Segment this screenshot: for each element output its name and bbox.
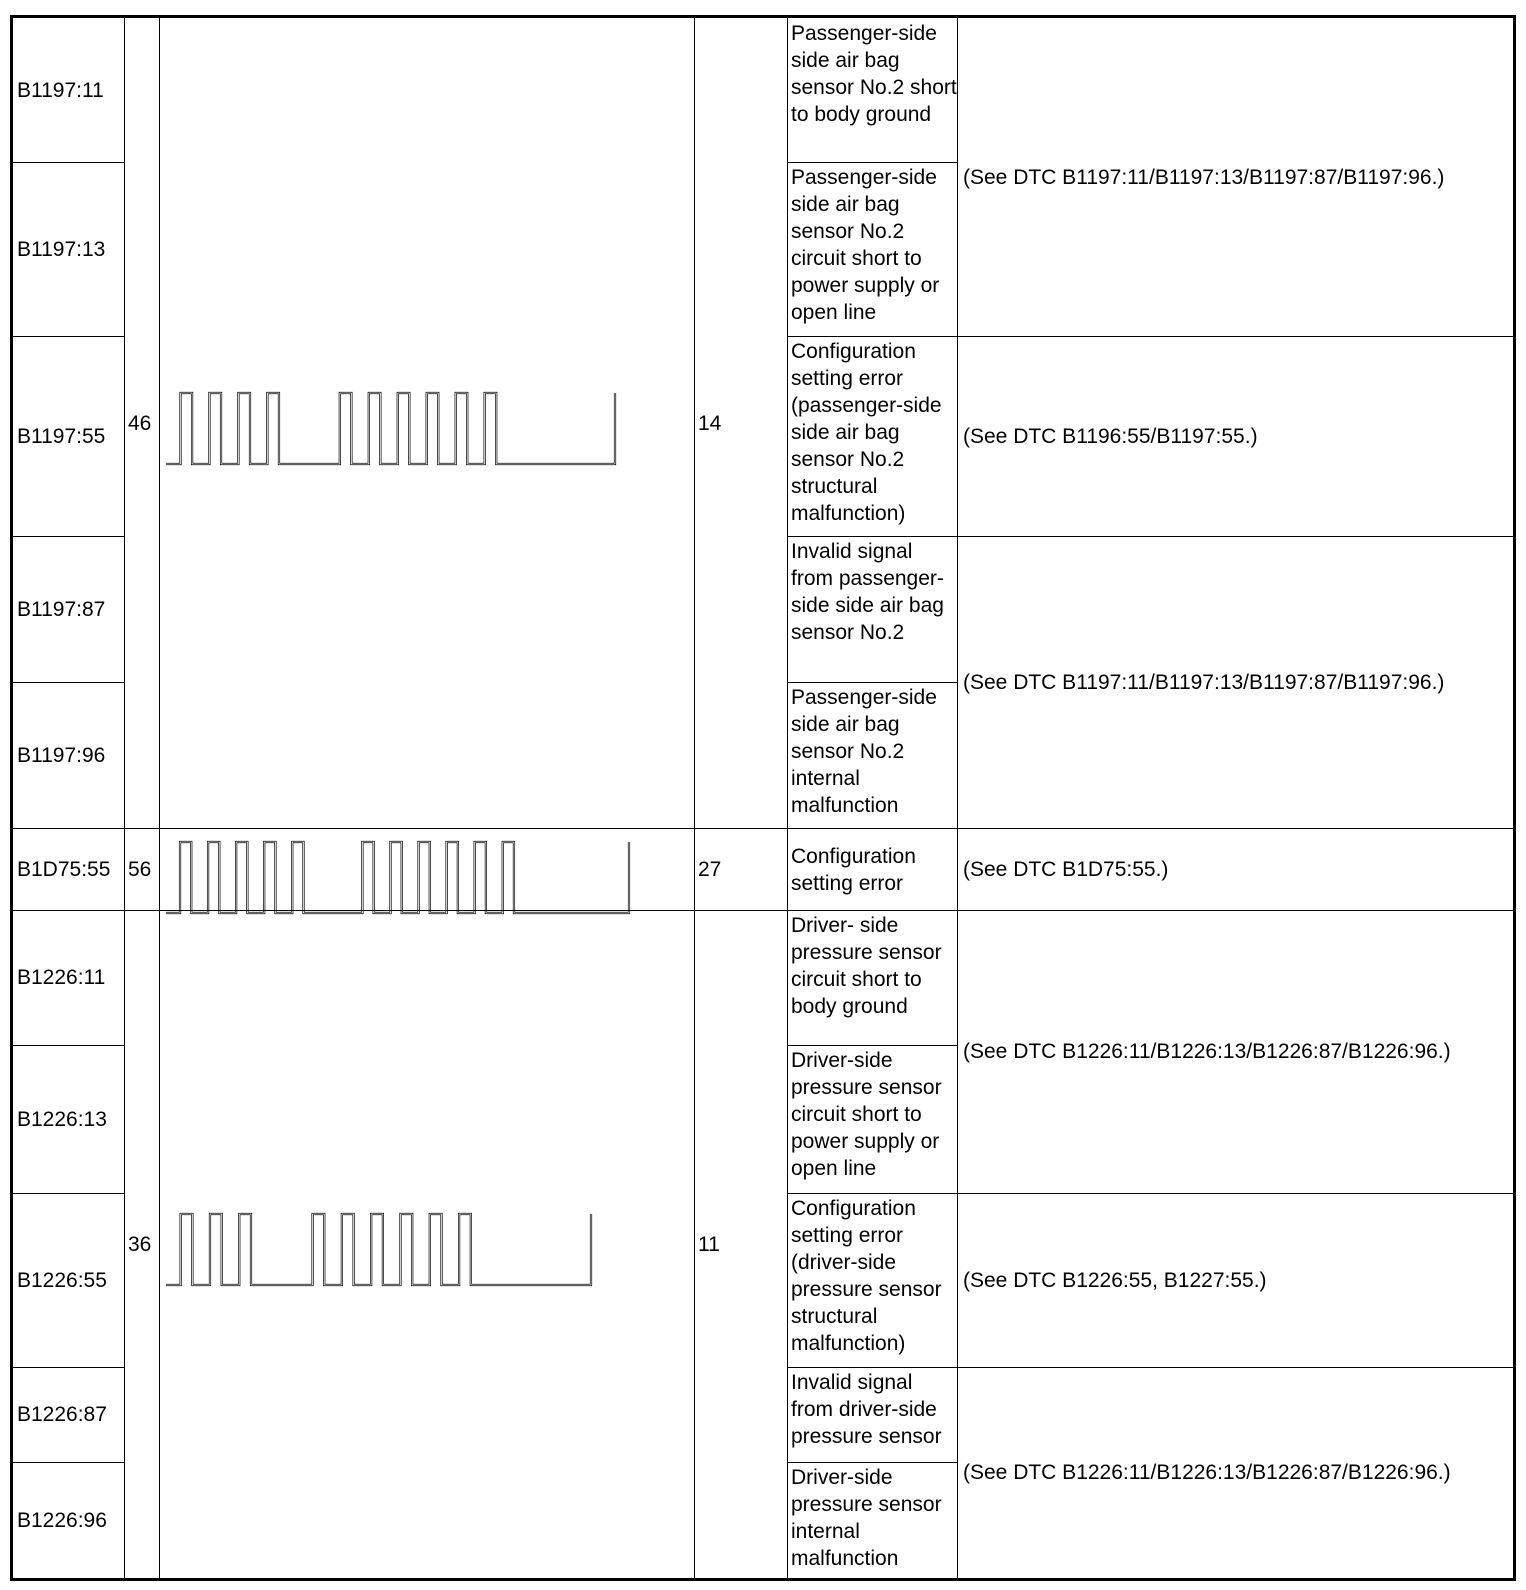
dtc-code-cell: B1197:55 (17, 424, 106, 448)
dtc-code-cell: B1D75:55 (17, 857, 111, 881)
reference-cell: (See DTC B1197:11/B1197:13/B1197:87/B1197:96.) (963, 670, 1445, 694)
dtc-code-cell: B1226:13 (17, 1107, 107, 1131)
dtc-code-cell: B1197:11 (17, 78, 104, 102)
dtc-description-cell: Passenger-side side air bag sensor No.2 circuit short to power supply or open line (791, 166, 940, 324)
dtc-description-cell: Driver-side pressure sensor internal malfunction (791, 1466, 942, 1570)
dtc-description-cell: Passenger-side side air bag sensor No.2 internal malfunction (791, 686, 937, 817)
table-border (10, 15, 1516, 1581)
blink-count-cell: 56 (128, 857, 152, 881)
dtc-description-cell: Invalid signal from passenger-side side air bag sensor No.2 (791, 540, 944, 644)
reference-cell: (See DTC B1226:11/B1226:13/B1226:87/B1226:96.) (963, 1040, 1451, 1063)
dtc-description-cell: Configuration setting error (driver-side pressure sensor structural malfunction) (791, 1197, 942, 1355)
reference-cell: (See DTC B1226:11/B1226:13/B1226:87/B1226:96.) (963, 1461, 1451, 1484)
dtc-description-cell: Configuration setting error (passenger-side side air bag sensor No.2 structural malfunction) (791, 340, 942, 525)
blink-count-cell: 36 (128, 1232, 152, 1256)
code-count-cell: 14 (698, 411, 722, 435)
dtc-code-cell: B1197:96 (17, 743, 106, 767)
dtc-code-cell: B1197:87 (17, 597, 106, 621)
reference-cell: (See DTC B1226:55, B1227:55.) (963, 1268, 1267, 1292)
dtc-description-cell: Driver-side pressure sensor circuit short to power supply or open line (791, 1049, 942, 1180)
reference-cell: (See DTC B1D75:55.) (963, 857, 1169, 881)
code-count-cell: 11 (698, 1232, 720, 1256)
dtc-description-cell: Passenger-side side air bag sensor No.2 short to body ground (791, 22, 957, 126)
blink-count-cell: 46 (128, 411, 152, 435)
dtc-code-cell: B1197:13 (17, 237, 106, 261)
dtc-description-cell: Driver- side pressure sensor circuit short to body ground (791, 914, 942, 1018)
reference-cell: (See DTC B1196:55/B1197:55.) (963, 424, 1258, 448)
dtc-description-cell: Configuration setting error (791, 845, 916, 895)
dtc-code-cell: B1226:55 (17, 1268, 107, 1292)
dtc-code-cell: B1226:11 (17, 966, 106, 989)
dtc-description-cell: Invalid signal from driver-side pressure sensor (791, 1371, 942, 1448)
dtc-code-cell: B1226:96 (17, 1508, 107, 1532)
code-count-cell: 27 (698, 857, 722, 881)
reference-cell: (See DTC B1197:11/B1197:13/B1197:87/B1197:96.) (963, 165, 1445, 189)
dtc-code-cell: B1226:87 (17, 1403, 107, 1426)
